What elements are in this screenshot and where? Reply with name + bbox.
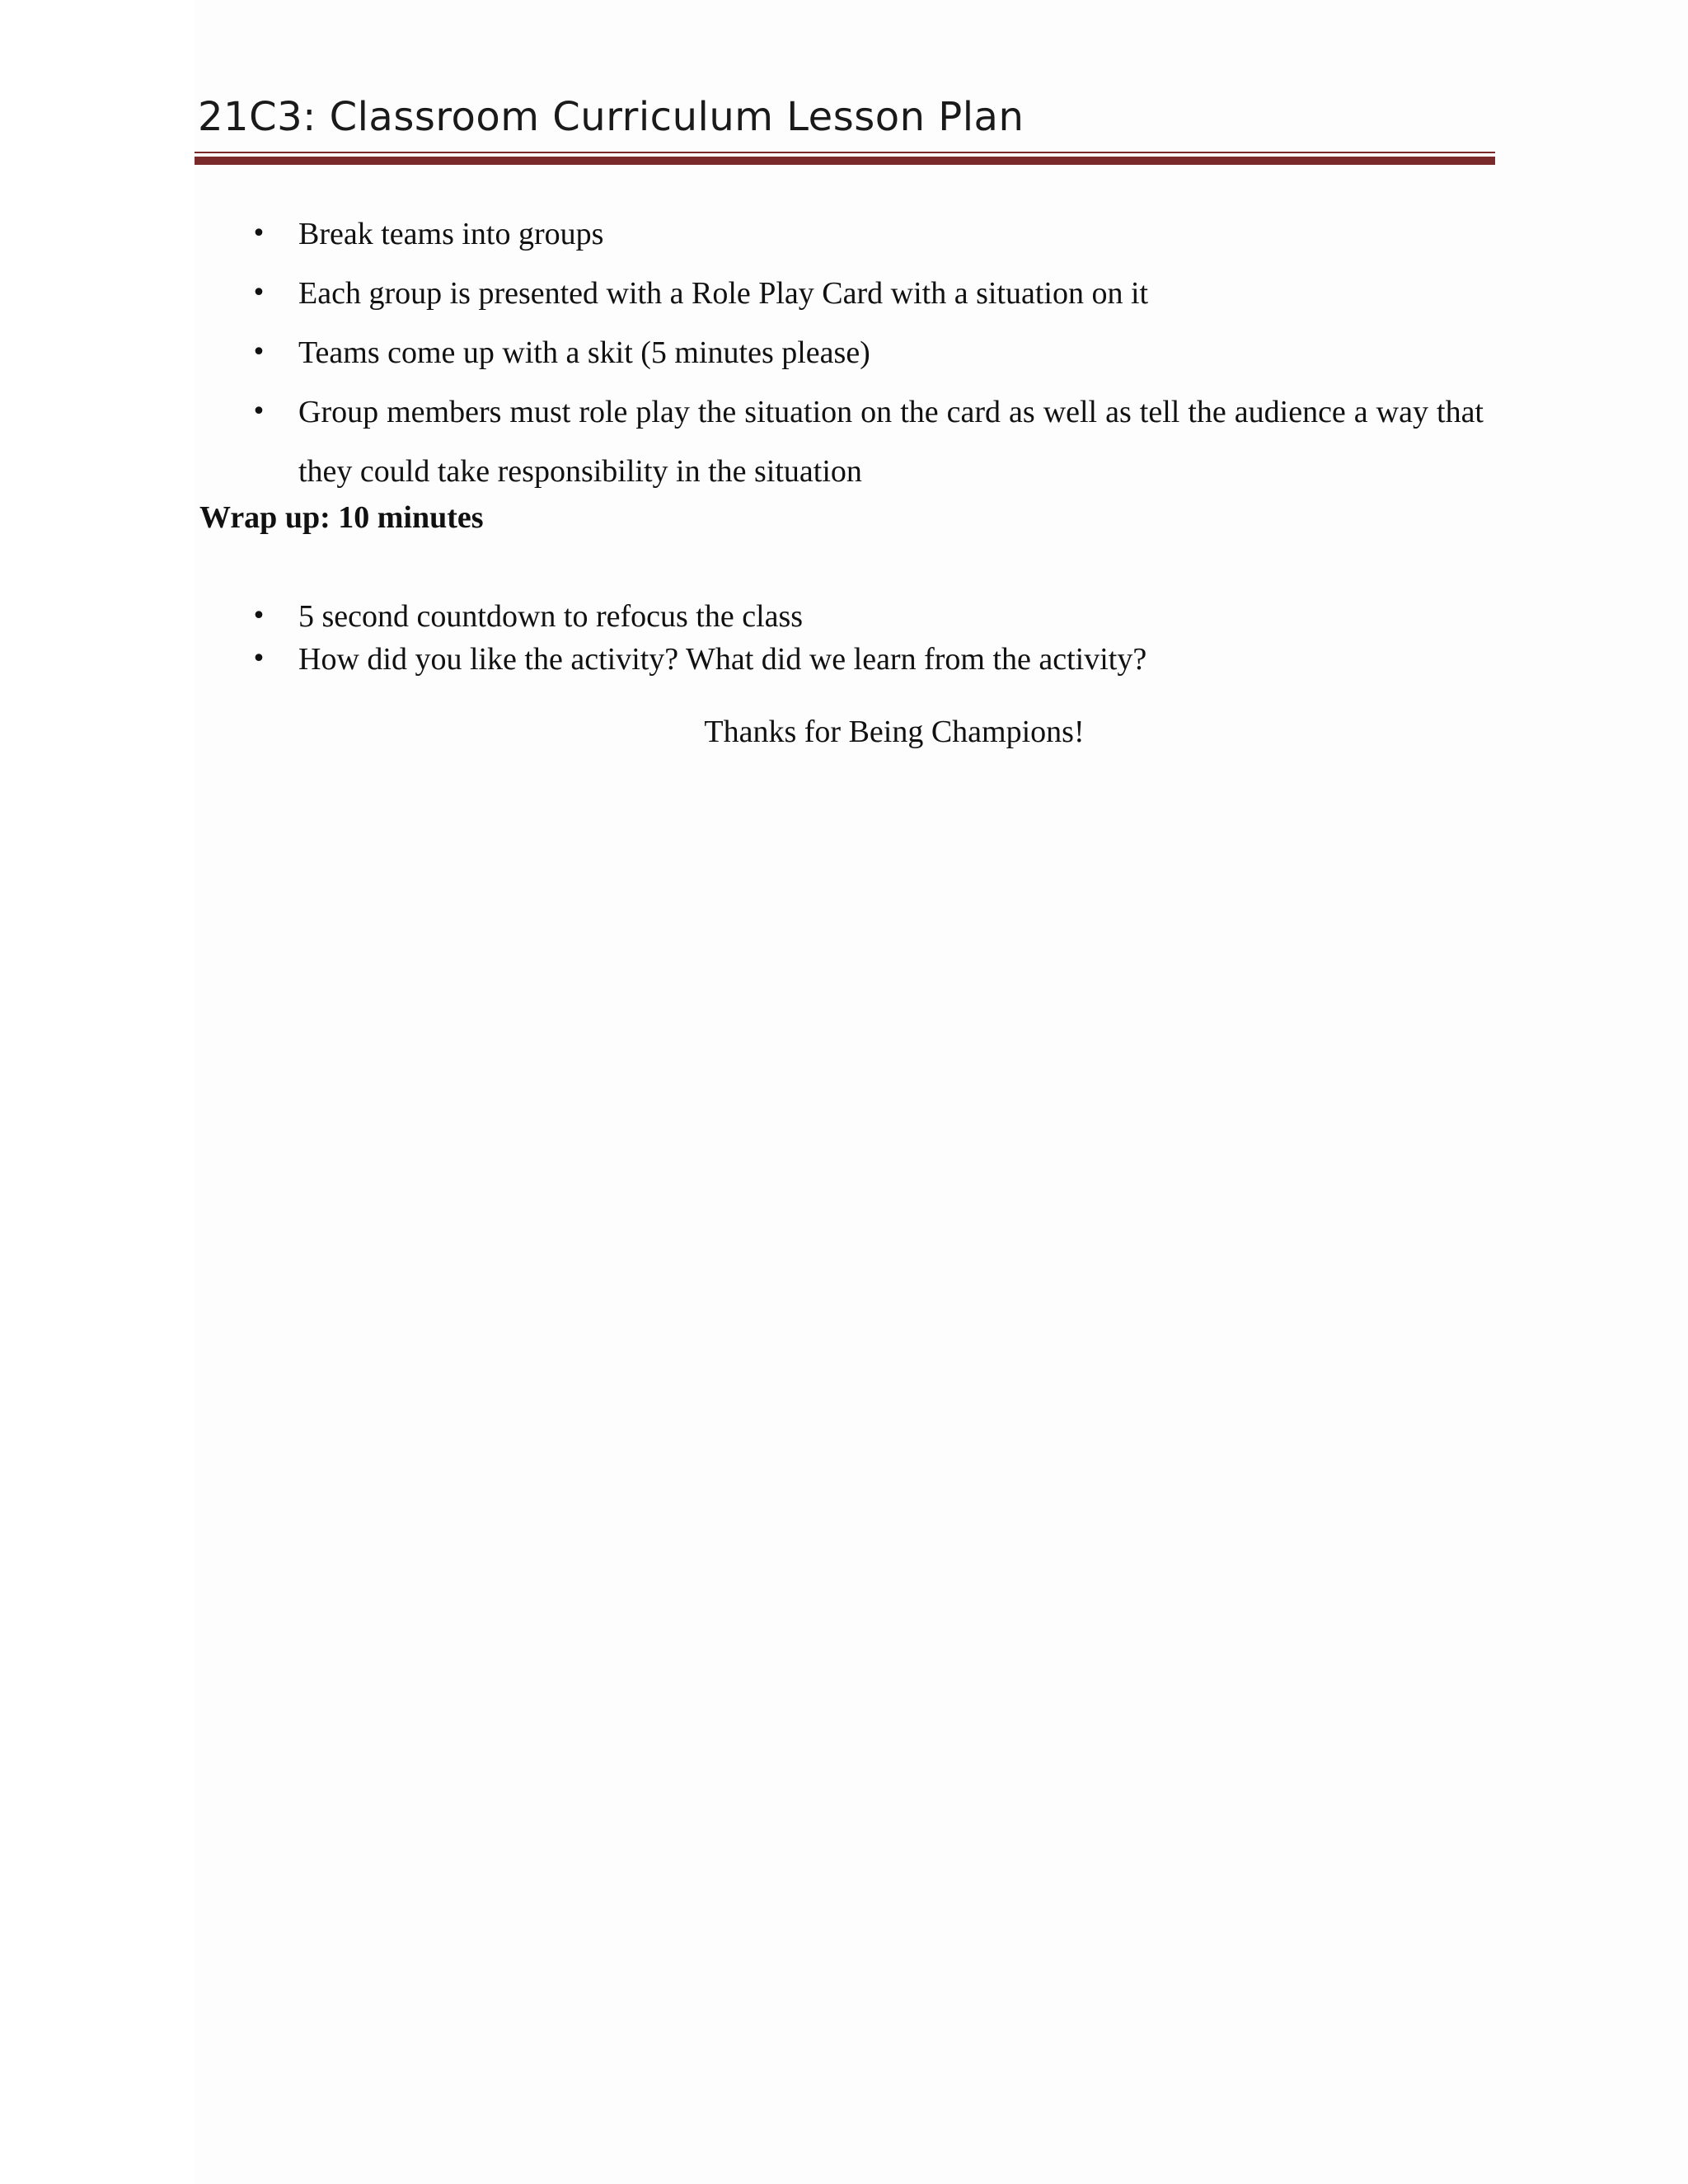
header-rule-thin [195, 152, 1495, 153]
page-header-title: 21C3: Classroom Curriculum Lesson Plan [198, 94, 1025, 140]
bullet-icon: • [251, 279, 266, 307]
list-item [247, 323, 1484, 382]
header-rule-thick [195, 157, 1495, 165]
list-item [247, 204, 1484, 264]
list-item-text: Group members must role play the situation on the card as well as tell the audience a way that they could take responsibility in the situation [298, 395, 1484, 489]
list-item-text: Each group is presented with a Role Play Card with a situation on it [298, 276, 1149, 311]
list-item-text: How did you like the activity? What did we learn from the activity? [298, 642, 1147, 677]
bullet-icon: • [251, 602, 266, 630]
bullet-icon: • [251, 338, 266, 367]
wrap-up-heading: Wrap up: 10 minutes [199, 500, 484, 535]
bullet-icon: • [251, 644, 266, 673]
list-item-text: Teams come up with a skit (5 minutes please) [298, 335, 870, 370]
list-item [247, 264, 1484, 323]
list-item [247, 382, 1484, 501]
activity-bullet-list [247, 204, 1484, 501]
list-item [247, 638, 1484, 681]
list-item-text: 5 second countdown to refocus the class [298, 599, 804, 634]
bullet-icon: • [251, 219, 266, 248]
list-item [247, 595, 1484, 638]
bullet-icon: • [251, 397, 266, 426]
list-item-text: Break teams into groups [298, 217, 604, 251]
wrap-up-bullet-list [247, 595, 1484, 681]
closing-message: Thanks for Being Champions! [704, 715, 1085, 749]
